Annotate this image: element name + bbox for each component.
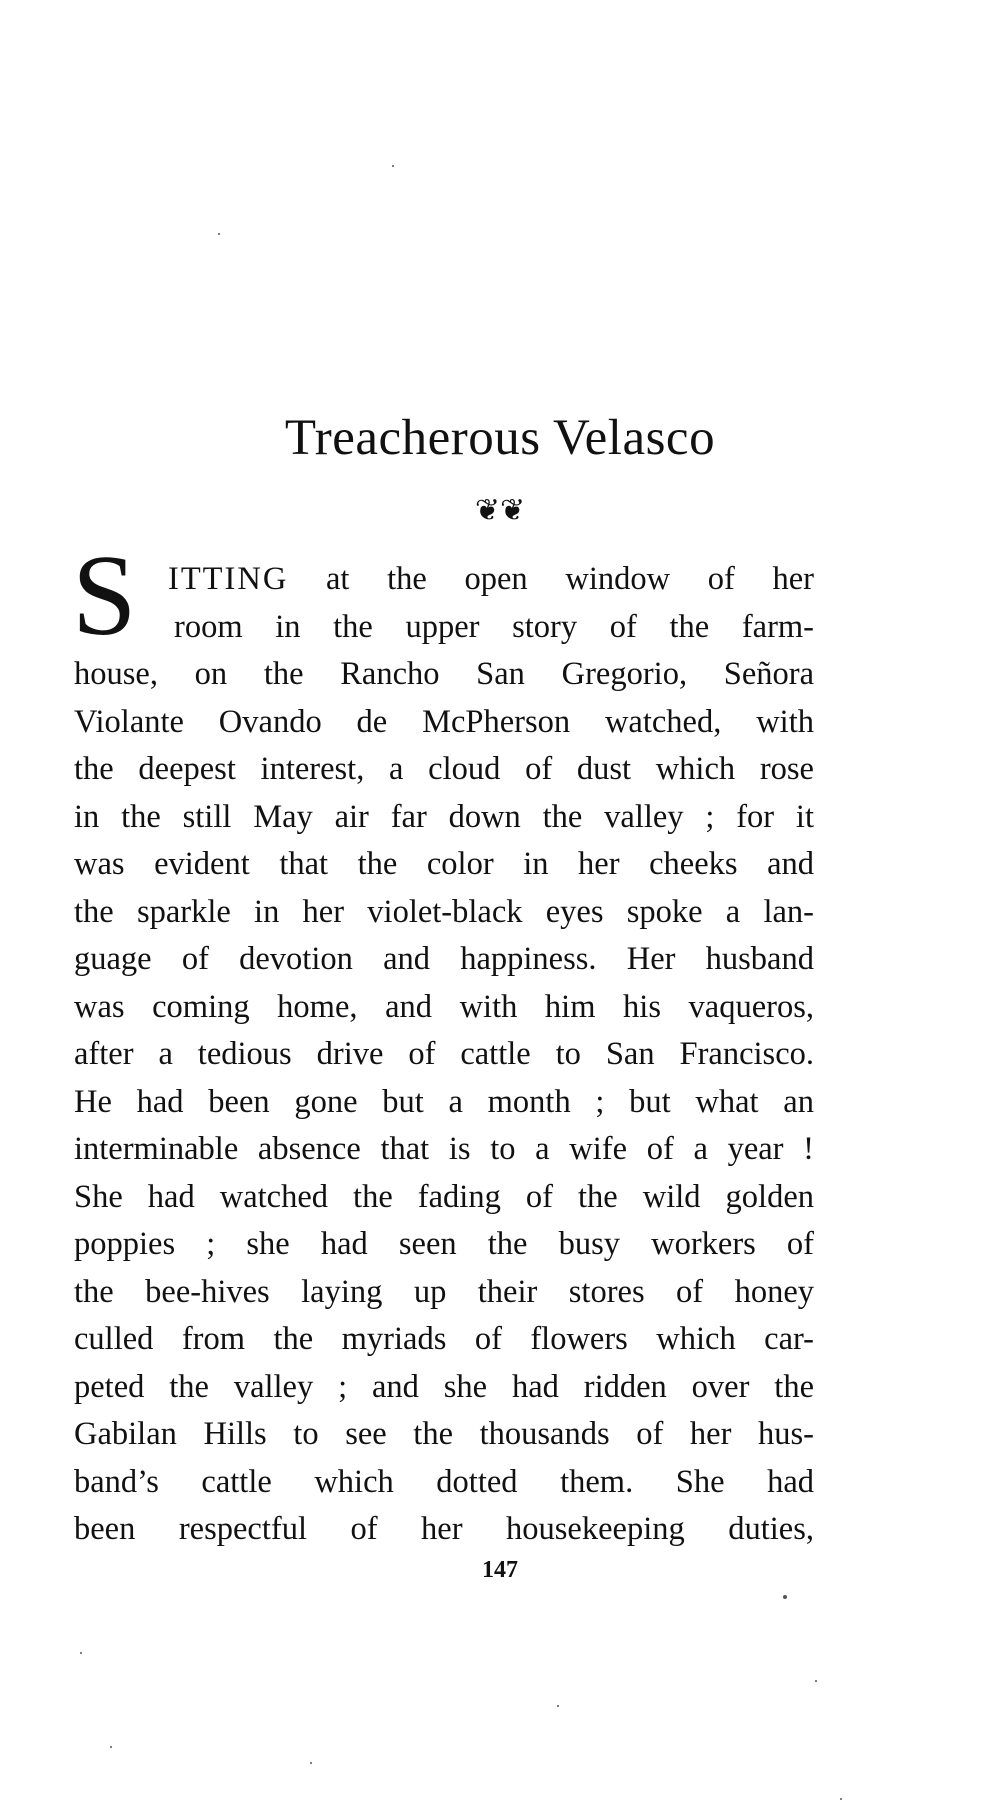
text-line: guage of devotion and happiness. Her husband <box>74 941 814 977</box>
drop-cap: S <box>72 532 137 660</box>
chapter-title: Treacherous Velasco <box>284 410 716 466</box>
text-line: poppies ; she had seen the busy workers of <box>74 1226 814 1262</box>
scan-speck <box>783 1595 787 1599</box>
ornament-icon: ❦❦ <box>474 494 526 527</box>
text-line: peted the valley ; and she had ridden over the <box>74 1368 814 1405</box>
text-line: the bee-hives laying up their stores of honey <box>74 1273 814 1310</box>
text-line: the sparkle in her violet-black eyes spoke a lan- <box>74 893 814 930</box>
text-line: after a tedious drive of cattle to San Francisco. <box>74 1036 814 1072</box>
page-number: 147 <box>482 1557 518 1583</box>
text-line: band’s cattle which dotted them. She had <box>74 1463 814 1500</box>
first-line-rest: at the open window of her <box>325 561 814 597</box>
scan-speck <box>110 1746 112 1748</box>
text-line: was evident that the color in her cheeks and <box>74 846 814 882</box>
scan-speck <box>80 1652 82 1654</box>
text-line: Violante Ovando de McPherson watched, with <box>74 703 814 740</box>
first-word: ITTING <box>168 561 289 597</box>
scan-speck <box>557 1705 559 1707</box>
text-line: house, on the Rancho San Gregorio, Señora <box>74 656 814 692</box>
text-line: the deepest interest, a cloud of dust which rose <box>74 751 814 787</box>
text-line: in the still May air far down the valley ; for it <box>74 798 814 835</box>
scan-speck <box>840 1798 842 1800</box>
scan-speck <box>310 1762 312 1764</box>
scan-speck <box>218 233 220 235</box>
text-line-first <box>74 556 814 604</box>
text-line: interminable absence that is to a wife of a year ! <box>74 1131 814 1167</box>
scan-speck <box>392 165 394 167</box>
body-text <box>74 556 814 1554</box>
text-line: Gabilan Hills to see the thousands of her hus- <box>74 1416 814 1452</box>
text-line: been respectful of her housekeeping duties, <box>74 1511 814 1547</box>
text-line: room in the upper story of the farm- <box>174 608 814 645</box>
text-line: He had been gone but a month ; but what an <box>74 1083 814 1120</box>
scan-speck <box>815 1680 817 1682</box>
text-line: was coming home, and with him his vaqueros, <box>74 988 814 1025</box>
text-line: She had watched the fading of the wild golden <box>74 1178 814 1215</box>
text-line: culled from the myriads of flowers which car- <box>74 1321 814 1357</box>
